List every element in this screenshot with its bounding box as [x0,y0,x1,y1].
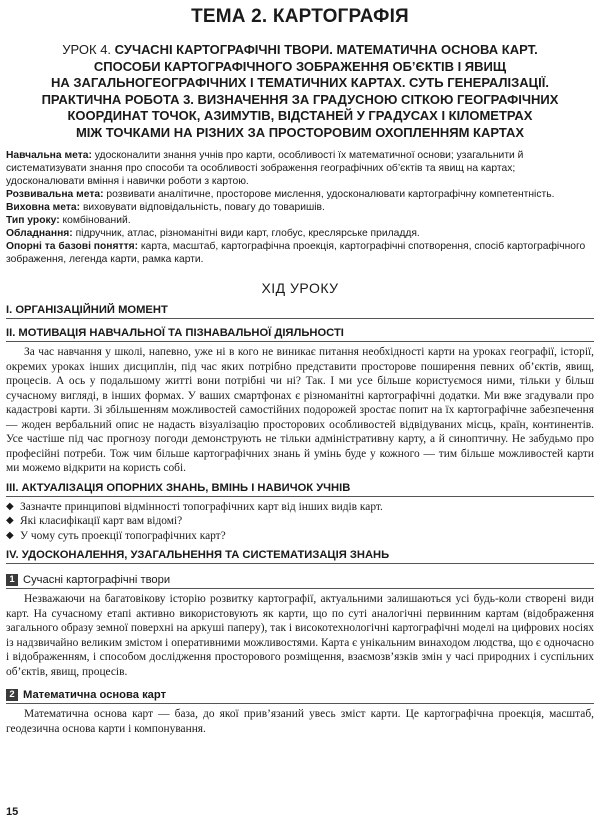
number-badge: 2 [6,689,18,701]
motivation-paragraph: За час навчання у школі, напевно, уже ні в кого не виникає питання необхідності карти на уроках географії, історії, окремих уроках інших дисциплін, під час яких потрібно представити просторове поширення певних об’єктів, явищ, процесів. А ось у подальшому житті вони потрібні чи ні? Так. І ми усе більше користуємося ними, тільки у більш сучасному вигляді, в інших формах. У ваших смартфонах є різноманітні картографічні додатки. Ми вже згадували про кадастрові карти. Зі збільшенням можливостей самостійних подорожей зростає попит на їх картографічне забезпечення — жоден вербальний опис не надасть візуалізацію просторових особливостей відвідуваних місць, країн, континентів. Усе частіше під час прогнозу погоди демонструють не тільки адміністративну карту, а й синоптичну. Не забудьмо про професійні потреби. Тож чим більше картографічних знань й умінь буде у кожного — тим більше можливостей карти ми можемо відкрити на користь собі. [6,346,594,474]
section-heading-4: IV. УДОСКОНАЛЕННЯ, УЗАГАЛЬНЕННЯ ТА СИСТЕМАТИЗАЦІЯ ЗНАНЬ [6,549,594,564]
diamond-bullet-icon: ◆ [6,500,14,512]
lesson-line: УРОК 4. СУЧАСНІ КАРТОГРАФІЧНІ ТВОРИ. МАТЕМАТИЧНА ОСНОВА КАРТ. [62,42,538,57]
lesson-line: СПОСОБИ КАРТОГРАФІЧНОГО ЗОБРАЖЕННЯ ОБ’ЄКТІВ І ЯВИЩ [93,58,507,74]
section-heading-2: II. МОТИВАЦІЯ НАВЧАЛЬНОЇ ТА ПІЗНАВАЛЬНОЇ ДІЯЛЬНОСТІ [6,327,594,342]
theme-title: ТЕМА 2. КАРТОГРАФІЯ [191,6,409,27]
subsection-title: Математична основа карт [23,689,167,701]
developmental-goal: Розвивальна мета: розвивати аналітичне, просторове мислення, удосконалювати картографічну компетентність. [6,189,555,200]
list-item: ◆ Зазначте принципові відмінності топографічних карт від інших видів карт. [6,500,383,513]
section-heading-3: III. АКТУАЛІЗАЦІЯ ОПОРНИХ ЗНАНЬ, ВМІНЬ І НАВИЧОК УЧНІВ [6,482,594,497]
diamond-bullet-icon: ◆ [6,515,14,526]
subsection-title: Сучасні картографічні твори [23,574,171,586]
course-heading: ХІД УРОКУ [261,280,339,296]
subsection-heading-2 [6,689,594,704]
lesson-line: МІЖ ТОЧКАМИ НА РІЗНИХ ЗА ПРОСТОРОВИМ ОХОПЛЕННЯМ КАРТАХ [75,124,525,140]
lesson-type: Тип уроку: комбінований. [6,215,131,226]
lesson-meta [6,149,594,266]
educational-goal: Навчальна мета: удосконалити знання учнів про карти, особливості їх математичної основи; узагальнити й систематизувати знання про способи та особливості зображення географічних об’єктів та явищ на картах; удосконалювати вміння і навички роботи з картою. [6,150,524,187]
question-list [6,500,594,544]
list-item: ◆ Які класифікації карт вам відомі? [6,515,183,527]
number-badge: 1 [6,574,18,586]
lesson-line: НА ЗАГАЛЬНОГЕОГРАФІЧНИХ І ТЕМАТИЧНИХ КАРТАХ. СУТЬ ГЕНЕРАЛІЗАЦІЇ. [51,75,549,90]
diamond-bullet-icon: ◆ [6,529,14,541]
basic-concepts: Опорні та базові поняття: карта, масштаб, картографічна проекція, картографічні спотворення, спосіб картографічного зображення, легенда карти, рамка карти. [6,241,586,265]
lesson-line: КООРДИНАТ ТОЧОК, АЗИМУТІВ, ВІДСТАНЕЙ У ГРАДУСАХ І КІЛОМЕТРАХ [67,108,533,123]
lesson-number: УРОК 4. [62,42,115,57]
upbringing-goal: Виховна мета: виховувати відповідальність, повагу до товаришів. [6,202,325,213]
subsection-heading-1 [6,574,594,589]
list-item: ◆ У чому суть проекції топографічних карт? [6,529,226,542]
equipment: Обладнання: підручник, атлас, різноманітні види карт, глобус, креслярське приладдя. [6,228,420,239]
lesson-line: ПРАКТИЧНА РОБОТА 3. ВИЗНАЧЕННЯ ЗА ГРАДУСНОЮ СІТКОЮ ГЕОГРАФІЧНИХ [41,91,559,107]
section-heading-1: I. ОРГАНІЗАЦІЙНИЙ МОМЕНТ [6,304,594,319]
lesson-title [22,42,578,141]
math-basis-paragraph: Математична основа карт — база, до якої прив’язаний увесь зміст карти. Це картографічна проекція, масштаб, геодезична основа карти і компонування. [6,708,594,735]
page-number: 15 [6,806,19,818]
cartographic-works-paragraph: Незважаючи на багатовікову історію розвитку картографії, актуальними залишаються усі будь-коли створені види карт. На сучасному етапі активно використовують як карти, що по суті аналогічні первинним картам (відображення загального образу земної поверхні на аркуші паперу), так і високотехнологічні картографічні моделі на цифрових носіях із надзвичайно великим змістом і оперативними можливостями. Карта є унікальним винаходом людства, що є одночасно і відображенням, і способом дослідження просторового розміщення, взаємозв’язків змін у часі природних і суспільних об’єктів, явищ, процесів. [6,593,594,678]
